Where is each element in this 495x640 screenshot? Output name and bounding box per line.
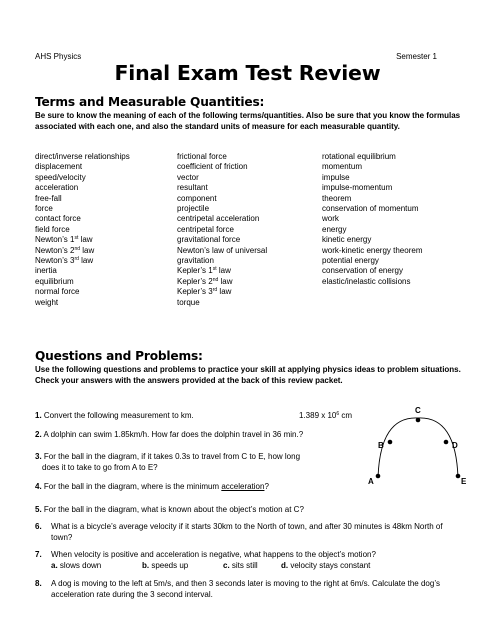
term-item: speed/velocity: [35, 172, 86, 182]
term-part: law: [78, 235, 93, 245]
term-item: impulse-momentum: [322, 183, 393, 193]
page-title: Final Exam Test Review: [114, 61, 381, 85]
question-text: For the ball in the diagram, where is the minimum: [43, 482, 222, 491]
term-item: direct/inverse relationships: [35, 152, 130, 161]
term-part: Kepler’s 3: [177, 287, 213, 297]
option-d[interactable]: d. velocity stays constant: [281, 560, 371, 570]
term-item: [177, 287, 267, 297]
option-b[interactable]: b. speeds up: [142, 560, 189, 570]
term-item: [177, 277, 267, 287]
term-part: law: [217, 287, 232, 297]
term-item: force: [35, 204, 53, 214]
ball-point-a: [376, 474, 381, 479]
term-part: Newton’s 2: [35, 245, 75, 255]
label-b: B: [378, 441, 384, 450]
term-item: conservation of energy: [322, 266, 403, 276]
term-item: conservation of momentum: [322, 204, 419, 214]
question-number: 5.: [35, 505, 42, 514]
terms-instructions: Be sure to know the meaning of each of the following terms/quantities. Also be sure that you know the formulas associated with each one, and also the standard units of measure for each measurable quantity.: [35, 111, 461, 131]
trajectory-diagram: [370, 404, 470, 494]
term-item: projectile: [177, 204, 210, 214]
question-number: 7.: [35, 550, 42, 559]
question-number: 6.: [35, 522, 42, 531]
question-number: 1.: [35, 411, 42, 420]
label-a: A: [368, 477, 374, 486]
term-part: Newton’s 1: [35, 235, 75, 245]
term-part: st: [212, 266, 217, 273]
question-text: Convert the following measurement to km.: [43, 411, 194, 420]
option-a[interactable]: a. slows down: [51, 560, 102, 570]
questions-heading: Questions and Problems:: [35, 349, 203, 363]
term-item: free-fall: [35, 193, 62, 203]
term-item: Newton’s law of universal: [177, 245, 268, 255]
term-item: theorem: [322, 193, 352, 203]
term-item: coefficient of friction: [177, 162, 248, 172]
question-7: [35, 550, 465, 572]
term-item: energy: [322, 224, 347, 234]
term-item: acceleration: [35, 183, 79, 193]
question-number: 3.: [35, 452, 42, 461]
terms-column-1: [35, 152, 130, 308]
label-d: D: [452, 441, 458, 450]
term-item: [35, 235, 130, 245]
question-4: [35, 482, 375, 493]
term-item: rotational equilibrium: [322, 152, 396, 161]
term-item: elastic/inelastic collisions: [322, 276, 411, 286]
question-3: [35, 452, 375, 473]
term-item: work-kinetic energy theorem: [322, 245, 423, 255]
term-item: [177, 266, 267, 276]
question-number: 4.: [35, 482, 42, 491]
term-item: component: [177, 193, 217, 203]
term-part: rd: [74, 256, 79, 263]
term-item: normal force: [35, 287, 80, 297]
option-c[interactable]: c. sits still: [223, 560, 258, 570]
term-part: st: [74, 235, 79, 242]
term-part: law: [78, 256, 94, 266]
value-exponent: 6: [336, 411, 340, 417]
term-item: potential energy: [322, 256, 379, 266]
term-item: centripetal acceleration: [177, 214, 260, 224]
term-item: contact force: [35, 214, 81, 224]
question-text-line-2: does it to take to go from A to E?: [42, 462, 158, 472]
question-text-line-1: For the ball in the diagram, if it takes 0.3s to travel from C to E, how long: [43, 452, 301, 461]
value-base: 1.389 x 10: [299, 411, 337, 420]
term-item: inertia: [35, 266, 57, 276]
questions-instructions: Use the following questions and problems to practice your skill at applying physics ideas to problem situations. Check your answers with the answers provided at the back of this review packet.: [35, 365, 461, 385]
question-1-value: [299, 411, 352, 422]
term-item: vector: [177, 172, 199, 182]
term-item: impulse: [322, 172, 350, 182]
term-item: centripetal force: [177, 224, 234, 234]
label-c: C: [415, 406, 421, 415]
term-item: momentum: [322, 162, 363, 172]
term-item: equilibrium: [35, 276, 74, 286]
term-item: gravitation: [177, 256, 214, 266]
answer-options: [35, 561, 465, 572]
underlined-word: acceleration: [221, 482, 265, 491]
term-part: law: [218, 276, 233, 286]
term-item: gravitational force: [177, 235, 241, 245]
term-part: rd: [212, 287, 218, 294]
question-6: [35, 522, 465, 543]
question-text: When velocity is positive and acceleration is negative, what happens to the object’s motion?: [51, 550, 376, 559]
term-part: Newton’s 3: [35, 256, 75, 266]
question-text: A dolphin can swim 1.85km/h. How far does the dolphin travel in 36 min.?: [43, 430, 304, 439]
question-text: What is a bicycle’s average velocity if it starts 30km to the North of town, and after 30 minutes is 48km North of town?: [51, 522, 443, 542]
term-item: torque: [177, 297, 200, 307]
ball-point-d: [444, 440, 449, 445]
term-item: work: [322, 214, 339, 224]
term-part: Kepler’s 2: [177, 276, 213, 286]
term-item: [35, 246, 130, 256]
term-item: kinetic energy: [322, 235, 372, 245]
question-number: 2.: [35, 430, 42, 439]
label-e: E: [461, 477, 467, 486]
term-part: nd: [212, 276, 219, 283]
question-text-end: ?: [264, 482, 269, 491]
ball-point-c: [416, 418, 421, 423]
semester-label: Semester 1: [396, 52, 437, 61]
term-item: displacement: [35, 162, 83, 172]
term-part: law: [80, 245, 95, 255]
term-item: frictional force: [177, 152, 227, 161]
question-8: [35, 579, 465, 600]
question-5: [35, 505, 375, 516]
term-item: [35, 256, 130, 266]
terms-heading: Terms and Measurable Quantities:: [35, 95, 265, 109]
term-part: Kepler’s 1: [177, 266, 213, 276]
question-2: [35, 430, 375, 441]
trajectory-arc: [378, 418, 458, 478]
term-item: resultant: [177, 183, 208, 193]
term-item: weight: [35, 297, 59, 307]
terms-column-2: [177, 152, 267, 308]
question-1: [35, 411, 295, 422]
question-number: 8.: [35, 579, 42, 588]
ball-point-b: [388, 440, 393, 445]
terms-column-3: [322, 152, 422, 287]
ball-point-e: [456, 474, 461, 479]
term-part: law: [216, 266, 231, 276]
value-unit: cm: [339, 411, 353, 420]
term-part: nd: [74, 245, 80, 252]
question-text: A dog is moving to the left at 5m/s, and then 3 seconds later is moving to the right at 6m/s. Calculate the dog’s acceleration rate during the 3 second interval.: [51, 579, 440, 599]
course-name: AHS Physics: [35, 52, 82, 61]
term-item: field force: [35, 224, 70, 234]
question-text: For the ball in the diagram, what is known about the object’s motion at C?: [43, 505, 304, 514]
